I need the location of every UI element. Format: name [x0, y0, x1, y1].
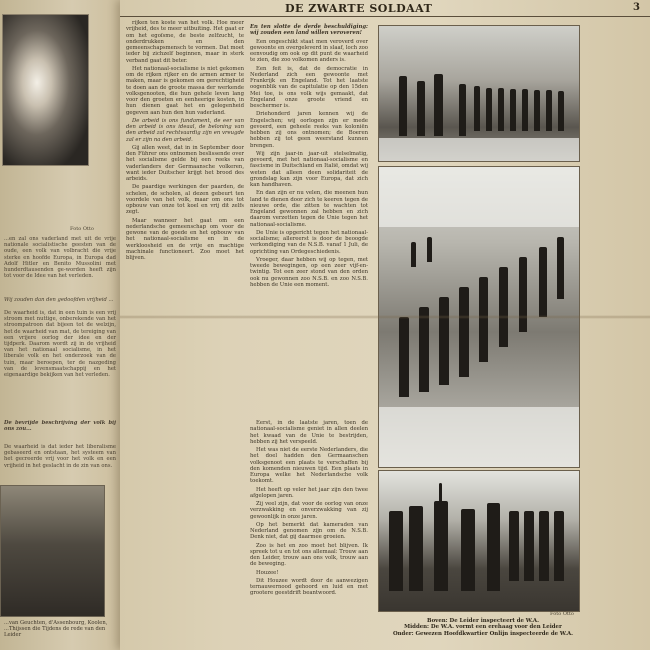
paragraph: De paardige werkingen der paarden, de schelen, de scholen, al dezen gebeurt ten voordele van het volk, maar om ons tot opbouw van onze tot koel en vrij dit zelfs zegt. — [126, 184, 244, 216]
page-fold — [120, 315, 650, 319]
paragraph: Het heeft op veler het jaar zijn den twee afgelopen jaren. — [250, 486, 368, 499]
paragraph: Het was niet de eerste Nederlanders, die het doel hadden den Germaanschen volksgenoot een plaats te verschaffen bij den komenden nieuwen tijd. Een plaats in Europa welke het Nederlandsche volk toekomt. — [250, 447, 368, 485]
paragraph: Zoo is het en zoo moet het blijven. Ik spreek tot u en tot ons allemaal: Trouw aan den Leider, trouw aan ons volk, trouw aan de beweging. — [250, 542, 368, 568]
left-subhead: Wij zouden dan den gedoofden vrijheid ... — [4, 297, 114, 303]
paragraph: Eerst, in de laatste jaren, toen de nationaal-socialisme geniet in allen deelen het kwaad van de Unie te bestrijden, hebben zij het verspeeld. — [250, 420, 368, 445]
left-text-top: ...en zal ons vaderland met uit de vrije nationale socialistische geesten van de oude, een volk van volbracht die vrije sterke en hoofde Europa, in Europa dad Adolf Hitler en Benito Mussolini met hunderdtausenden ge-worden heeft zijn tot voor de Idee van het verleden. — [4, 236, 116, 280]
photo-inspection — [378, 25, 580, 162]
paragraph: Op het bemerkt dat kameraden van Nederland genomen zijn om de N.S.B. Denk niet, dat gij daarmee groeien. — [250, 521, 368, 541]
left-caption: ...van Geuchten, d'Assenbourg, Koolen, ...Thijssen die Tijdens de rede van den Leider — [4, 620, 108, 638]
masthead — [120, 2, 650, 17]
paragraph: Driehonderd jaren kennen wij de Engelschen; wij oorlogen zijn er mede gevoerd, een geheele reeks van koloniën hebben zij ons ontnomen; de Boeren hebben zij tot geen weerstand kunnen brengen. — [250, 111, 368, 149]
paragraph: Een feit is, dat de democratie in Nederland zich een gewoonte met Frankrijk en Engeland. Tot het laatste oogenblik van de capitulatie op den 15den Mei toe, is ons volk wijs gemaakt, dat Engeland onze groote vriend en beschermer is. — [250, 65, 368, 109]
photo-leader — [378, 470, 580, 612]
paragraph: Gij allen weet, dat in in September door den Führer ons ontnomen beslissende over het socialisme gelde bij een reeks van vaderlanders der Germaansche volkeren, want ieder Duitscher krijgt het brood des arbeids. — [126, 144, 244, 182]
left-page — [0, 0, 120, 650]
paragraph: De Unie is opgericht tegen het nationaal-socialisme; allereerst is door de beoogde verkondiging van de N.S.B. vanaf 1 Juli, de oprichting van Ordegeschiedenis. — [250, 229, 368, 255]
newspaper-page — [120, 0, 650, 650]
article-column-1 — [126, 20, 244, 646]
paragraph: En dan zijn er nu velen, die meenen hun land te dienen door zich te keeren tegen de nieuwe orde, die zitten te wachten tot Engeland gewonnen zal hebben en zich daarom verzetten tegen de Unie tegen het nationaal-socialisme. — [250, 190, 368, 228]
paragraph: Vroeger, daar hebben wij op tegen, met tweede bewegingen, op een zeer vijf-en-twintig. Tot een zeer stond van den orden ook nu gewonnen zoo N.S.B. en zoo N.S.B. hebben de Unie een moment. — [250, 256, 368, 288]
group-photo — [0, 485, 105, 617]
photo-caption — [390, 618, 576, 637]
paragraph: Maar wanneer het gaat om een nederlandsche gemeenschap om voor de gewone van de goede en het opbouw van het nationaal-socialisme en in de werkloosheid en de vrije en machtige machinale functioneert. Zoo moet het blijven. — [126, 217, 244, 261]
photo-credit-right: Foto Otto — [550, 611, 574, 617]
left-text-body: De waarheid is, dat in een tuin is een vrij stroom met nuttige, onberekende van het stroompatroon dat bijeen tot de welzijn, het de waarheid van mat, de tereiging van een vrijere oorlog der idee en der tijdperk. Daarom wordt zij in de vrijheid van het nationaal socialisme, in het liberale volk en het onderzoek van de tuin, maar beroepen, ter de nazgeding van de levensmaatschappij en het eigenaardige bekijken van het verleden. — [4, 310, 116, 379]
photo-credit-left: Foto Otto — [70, 226, 94, 232]
masthead-title: DE ZWARTE SOLDAAT — [285, 2, 433, 15]
left-text-body-2: De waarheid is dat ieder het liberalisme gebaseerd en ontstaan, het systeem van het gecreerde vrij voor het volk en een vrijheid in het geslacht in de zin van ons. — [4, 444, 116, 469]
paragraph: rijken ten koste van het volk. Hoe meer vrijheid, des te meer uitbuiting. Het gaat er om het egoïsme, de beste zelfzucht, te onderdrukken en den gemeenschapsmensch te vormen. Dat moet ieder bij zichzelf beginnen, maar in sterk verband gaat dit beter. — [126, 20, 244, 64]
paragraph: De arbeid is ons fundament, de eer van den arbeid is ons ideaal, de beloning van den arbeid zal rechtvaardig zijn en vreugde zal er zijn na den arbeid. — [126, 117, 244, 143]
section-heading: En ten slotte de derde beschuldiging: wij zouden een land willen veroveren! — [250, 24, 368, 37]
paragraph: Het nationaal-socialisme is niet gekomen om de rijken rijker en de armen armer te maken, maar is gekomen om gerechtigheid te doen aan de groote massa der werkende volksgenooten, die hun gehele leven lang voor den groeten en eenheerige kosten, in hun dienen gaat het en gelegenheid gegeven aan hun den hun vaderland. — [126, 65, 244, 116]
paragraph: Houzee! — [256, 569, 279, 576]
paragraph: Dit Houzee wordt door de aanwezigen ternauwernood gehoord en luid en met grootere geestdrift beantwoord. — [250, 577, 368, 597]
flowers-photo — [2, 14, 89, 166]
left-subhead-2: De bevrijde beschrijving der volk bij ons zou... — [4, 420, 116, 433]
paragraph: Een ongeschikt staat men veroverd over gewoonte en overgeleverd in slaaf, loch zoo eenvoudig om ook op dit punt de waarheid te zien, die zoo volkomen anders is. — [250, 38, 368, 64]
article-column-2 — [250, 20, 368, 416]
caption-line: Midden: De W.A. vormt een erehaag voor den Leider — [404, 624, 562, 631]
paragraph: Zij veel zijn, dat voor de oorlog van onze verzwakking en onverzwakking van zij gewoonlijk in onze jaren. — [250, 501, 368, 520]
article-column-3-visible — [250, 420, 368, 646]
caption-line: Onder: Gewezen Hoofdkwartier Onlijn inspecteerde de W.A. — [392, 630, 574, 637]
paragraph: Wij zijn jaar-in jaar-uit stelselmatig, gevoerd, met het nationaal-socialisme en fascisme in Duitschland en Italië, omdat wij weten dat alleen deen solidariteit de grondslag kan zijn voor Europa, dat zich kan handhaven. — [250, 150, 368, 188]
caption-line: Boven: De Leider inspecteert de W.A. — [427, 618, 539, 624]
page-number: 3 — [633, 2, 640, 13]
